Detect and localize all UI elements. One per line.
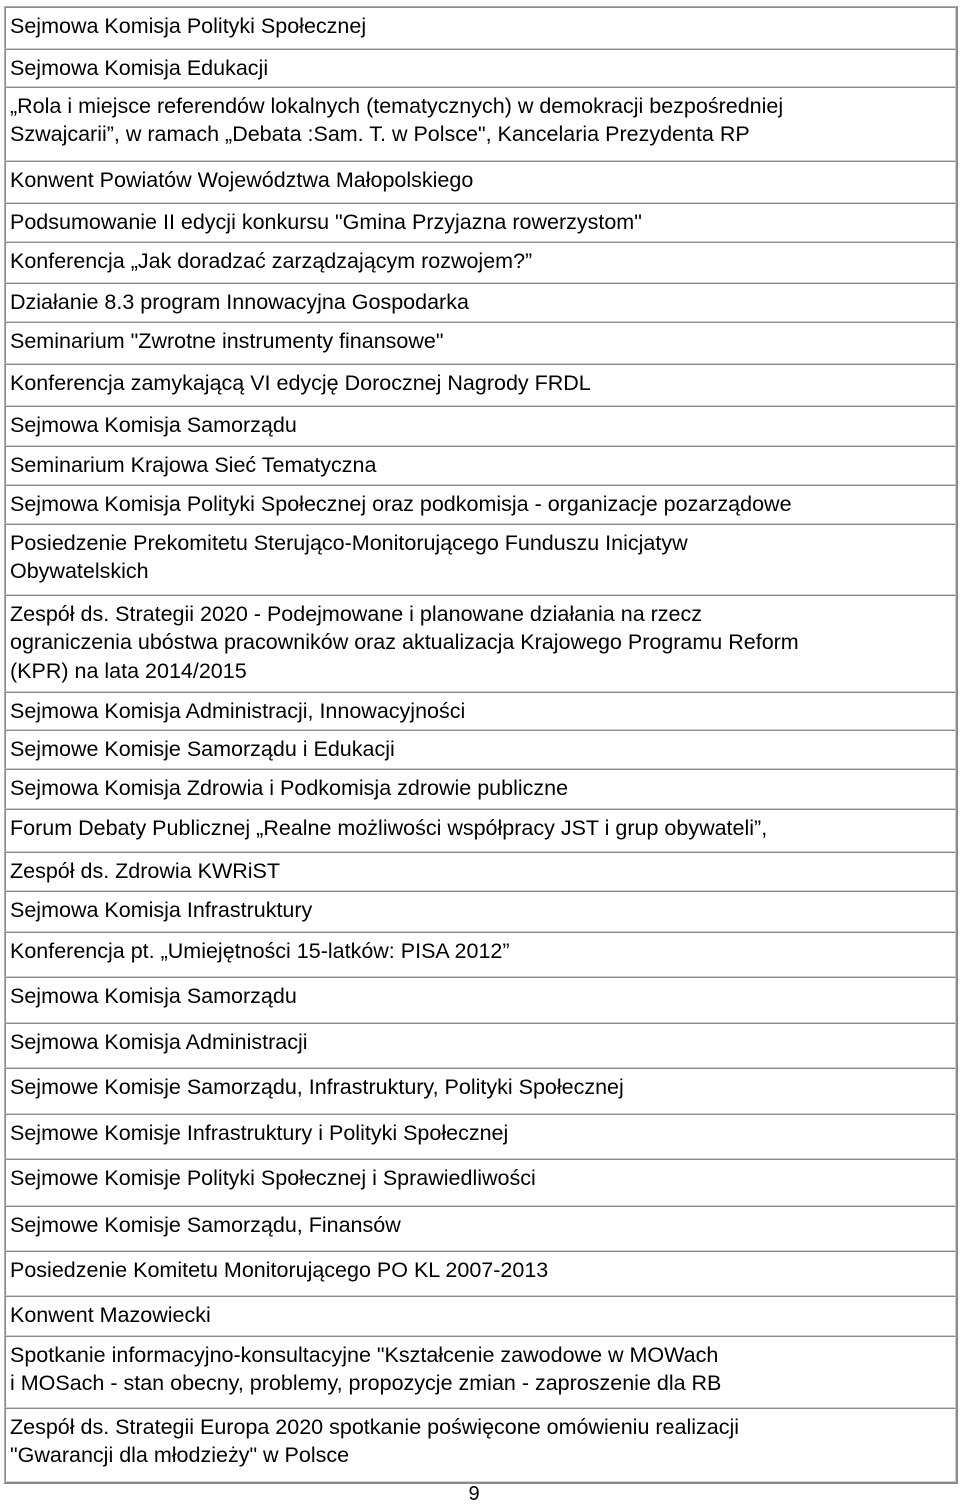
table-cell: Konferencja pt. „Umiejętności 15-latków: PISA 2012” xyxy=(5,932,956,977)
table-cell: Sejmowa Komisja Zdrowia i Podkomisja zdrowie publiczne xyxy=(5,769,956,809)
table-row xyxy=(5,87,956,161)
table-cell: Zespół ds. Strategii 2020 - Podejmowane i planowane działania na rzecz ograniczenia ubóstwa pracowników oraz aktualizacja Krajowego Programu Reform (KPR) na lata 2014/2015 xyxy=(5,595,956,692)
table-cell: Sejmowa Komisja Samorządu xyxy=(5,977,956,1023)
table-cell: Sejmowa Komisja Infrastruktury xyxy=(5,891,956,932)
table-cell: Spotkanie informacyjno-konsultacyjne "Kształcenie zawodowe w MOWach i MOSach - stan obecny, problemy, propozycje zmian - zaproszenie dla RB xyxy=(5,1336,956,1408)
table-cell: Działanie 8.3 program Innowacyjna Gospodarka xyxy=(5,283,956,322)
table-cell: Sejmowe Komisje Samorządu, Infrastruktury, Polityki Społecznej xyxy=(5,1068,956,1114)
table-row xyxy=(5,406,956,446)
table-cell: Posiedzenie Komitetu Monitorującego PO KL 2007-2013 xyxy=(5,1251,956,1296)
table-cell: Seminarium Krajowa Sieć Tematyczna xyxy=(5,446,956,485)
table-cell: Sejmowa Komisja Samorządu xyxy=(5,406,956,446)
table-row xyxy=(5,1408,956,1482)
table-row xyxy=(5,769,956,809)
table-cell: Konwent Powiatów Województwa Małopolskiego xyxy=(5,161,956,203)
table-row xyxy=(5,809,956,852)
table-row xyxy=(5,203,956,242)
table-cell: Zespół ds. Zdrowia KWRiST xyxy=(5,852,956,891)
table-row xyxy=(5,446,956,485)
table-row xyxy=(5,161,956,203)
table-row xyxy=(5,852,956,891)
table-cell: Sejmowa Komisja Edukacji xyxy=(5,49,956,87)
table-cell: Posiedzenie Prekomitetu Sterująco-Monitorującego Funduszu Inicjatyw Obywatelskich xyxy=(5,524,956,595)
table-cell: Sejmowe Komisje Samorządu, Finansów xyxy=(5,1206,956,1251)
table-cell: Sejmowa Komisja Administracji, Innowacyjności xyxy=(5,692,956,730)
table-cell: Sejmowa Komisja Administracji xyxy=(5,1023,956,1068)
table-row xyxy=(5,595,956,692)
table-row xyxy=(5,7,956,49)
table-cell: Zespół ds. Strategii Europa 2020 spotkanie poświęcone omówieniu realizacji "Gwarancji dla młodzieży" w Polsce xyxy=(5,1408,956,1482)
table-row xyxy=(5,1296,956,1336)
page-number: 9 xyxy=(468,1483,480,1505)
table-row xyxy=(5,524,956,595)
table-row xyxy=(5,977,956,1023)
table-cell: Konferencja „Jak doradzać zarządzającym rozwojem?” xyxy=(5,242,956,283)
table-cell: Konferencja zamykającą VI edycję Dorocznej Nagrody FRDL xyxy=(5,364,956,406)
table-row xyxy=(5,1114,956,1159)
table-cell: Podsumowanie II edycji konkursu "Gmina Przyjazna rowerzystom" xyxy=(5,203,956,242)
table-row xyxy=(5,1336,956,1408)
table-cell: Konwent Mazowiecki xyxy=(5,1296,956,1336)
table-row xyxy=(5,283,956,322)
table-row xyxy=(5,485,956,524)
table-row xyxy=(5,1206,956,1251)
table-cell: Sejmowa Komisja Polityki Społecznej oraz podkomisja - organizacje pozarządowe xyxy=(5,485,956,524)
events-table xyxy=(4,6,958,1484)
table-cell: Sejmowe Komisje Polityki Społecznej i Sprawiedliwości xyxy=(5,1159,956,1206)
table-row xyxy=(5,932,956,977)
table-row xyxy=(5,891,956,932)
table-row xyxy=(5,1159,956,1206)
table-row xyxy=(5,322,956,364)
table-row xyxy=(5,364,956,406)
table-row xyxy=(5,1251,956,1296)
table-row xyxy=(5,1068,956,1114)
table-cell: Sejmowe Komisje Samorządu i Edukacji xyxy=(5,730,956,769)
table-row xyxy=(5,49,956,87)
events-table-body xyxy=(5,7,956,1482)
table-cell: Sejmowa Komisja Polityki Społecznej xyxy=(5,7,956,49)
table-cell: Forum Debaty Publicznej „Realne możliwości współpracy JST i grup obywateli”, xyxy=(5,809,956,852)
table-row xyxy=(5,692,956,730)
table-row xyxy=(5,242,956,283)
table-cell: „Rola i miejsce referendów lokalnych (tematycznych) w demokracji bezpośredniej Szwajcarii”, w ramach „Debata :Sam. T. w Polsce", Kancelaria Prezydenta RP xyxy=(5,87,956,161)
table-row xyxy=(5,1023,956,1068)
table-row xyxy=(5,730,956,769)
table-cell: Sejmowe Komisje Infrastruktury i Polityki Społecznej xyxy=(5,1114,956,1159)
table-cell: Seminarium "Zwrotne instrumenty finansowe" xyxy=(5,322,956,364)
